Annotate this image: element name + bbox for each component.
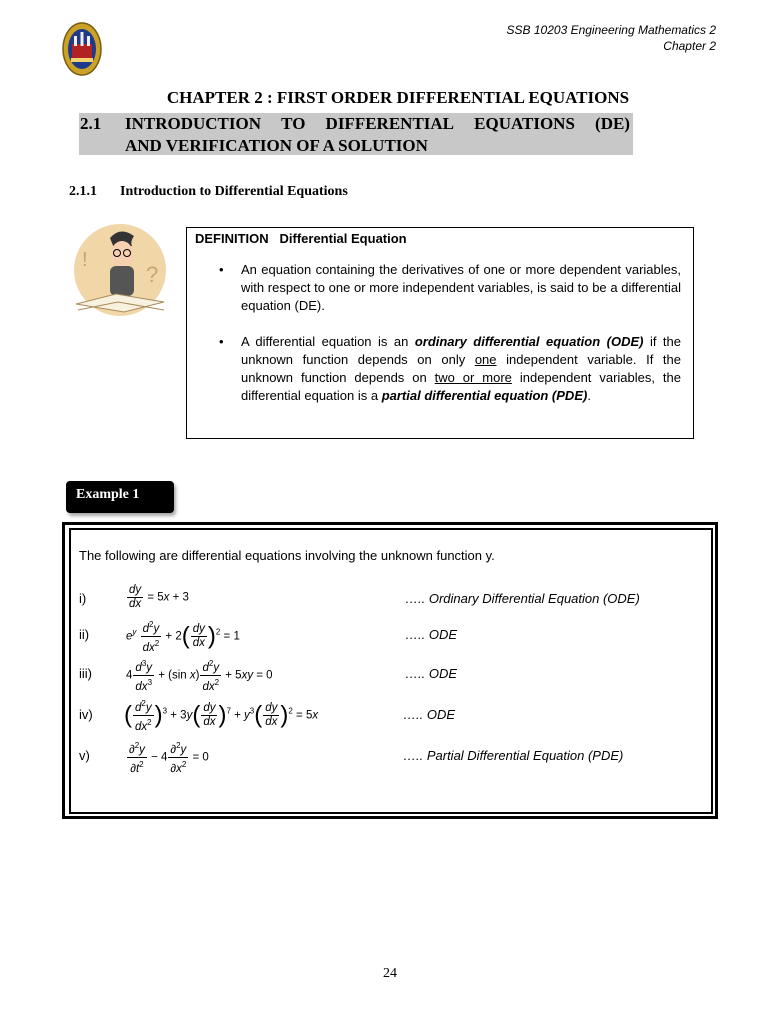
equation-i: $\frac{dy}{dx}$ = 5x + 3 xyxy=(129,584,189,610)
equation-iii: 4 $\frac{d^3y}{dx^3}$ + (sin x) $\frac{d^2y}{dx^2}$ + 5xy = 0 xyxy=(126,659,273,693)
university-logo xyxy=(62,22,102,76)
bullet2-text: if the unknown function depends on only xyxy=(241,334,681,367)
example-intro: The following are differential equations involving the unknown function y. xyxy=(79,548,495,563)
definition-bullet-2 xyxy=(241,333,681,405)
section-title-word: INTRODUCTION xyxy=(125,114,262,133)
section-title-line1 xyxy=(125,114,630,134)
bullet-icon: • xyxy=(219,334,224,349)
equation-v: $\frac{\partial^2y}{\partial t^2}$ − 4 $\frac{\partial^2y}{\partial x^2}$ = 0 xyxy=(129,741,209,775)
equation-iv: ( $\frac{d^2y}{dx^2}$ )$^3$ + 3y( $\frac{dy}{dx}$ )$^7 + y^3$( $\frac{dy}{dx}$ )$^2$ = 5x xyxy=(124,699,319,733)
bullet2-text: independent variables, the differential equation is a xyxy=(241,370,681,403)
section-title-word: (DE) xyxy=(595,114,630,133)
equation-ii: $e^y$ $\frac{d^2y}{dx^2}$ + 2( $\frac{dy}{dx}$ )$^2$ = 1 xyxy=(126,620,240,654)
bullet2-text: . xyxy=(587,388,591,403)
thinking-student-illustration xyxy=(68,224,172,324)
item-description: ….. Partial Differential Equation (PDE) xyxy=(403,748,624,763)
course-title: SSB 10203 Engineering Mathematics 2 xyxy=(506,23,716,37)
subsection-number: 2.1.1 xyxy=(69,184,97,199)
item-description: ….. ODE xyxy=(405,627,458,642)
section-title-word: TO xyxy=(281,114,306,133)
svg-text:?: ? xyxy=(146,262,159,287)
section-title-word: EQUATIONS xyxy=(474,114,575,133)
svg-text:!: ! xyxy=(82,249,88,271)
item-description: ….. ODE xyxy=(403,707,456,722)
item-label: v) xyxy=(79,748,90,763)
section-title-line2: AND VERIFICATION OF A SOLUTION xyxy=(125,136,428,155)
bullet2-text: independent variable. If the unknown function depends on xyxy=(241,352,681,385)
bullet-icon: • xyxy=(219,262,224,277)
section-number: 2.1 xyxy=(80,114,102,133)
pde-term: partial differential equation (PDE) xyxy=(381,388,588,403)
one-underlined: one xyxy=(474,352,497,367)
two-or-more-underlined: two or more xyxy=(434,370,512,385)
item-description: ….. ODE xyxy=(405,666,458,681)
bullet2-text: A differential equation is an xyxy=(241,334,415,349)
course-header xyxy=(507,22,716,54)
example-label: Example 1 xyxy=(66,481,174,513)
item-label: i) xyxy=(79,591,87,606)
item-label: iii) xyxy=(79,666,92,681)
chapter-title: CHAPTER 2 : FIRST ORDER DIFFERENTIAL EQUATIONS xyxy=(166,88,630,107)
definition-heading: DEFINITION Differential Equation xyxy=(195,231,407,246)
page-number: 24 xyxy=(383,966,397,981)
item-label: iv) xyxy=(79,707,93,722)
ode-term: ordinary differential equation (ODE) xyxy=(414,334,644,349)
subsection-title: Introduction to Differential Equations xyxy=(120,184,348,199)
chapter-label: Chapter 2 xyxy=(663,39,716,53)
item-description: ….. Ordinary Differential Equation (ODE) xyxy=(405,591,640,606)
item-label: ii) xyxy=(79,627,90,642)
definition-bullet-1: An equation containing the derivatives of one or more dependent variables, with respect to one or more independent variables, is said to be a differential equation (DE). xyxy=(241,262,681,313)
section-title-word: DIFFERENTIAL xyxy=(325,114,455,133)
